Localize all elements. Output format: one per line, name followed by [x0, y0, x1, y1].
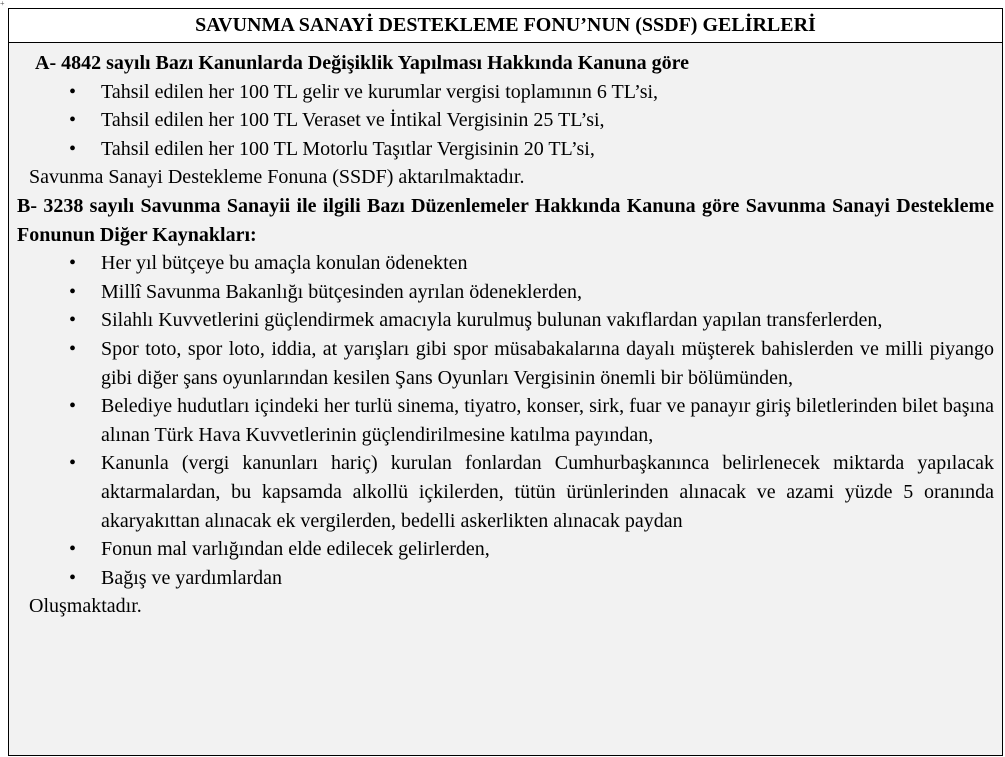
list-item: • Millî Savunma Bakanlığı bütçesinden ayrılan ödeneklerden, — [17, 278, 994, 307]
bullet-icon: • — [69, 109, 77, 132]
section-a-closing: Savunma Sanayi Destekleme Fonuna (SSDF) aktarılmaktadır. — [29, 166, 525, 189]
section-a-list — [17, 78, 994, 164]
section-b-closing: Oluşmaktadır. — [29, 595, 142, 618]
list-item: • Spor toto, spor loto, iddia, at yarışları gibi spor müsabakalarına dayalı müşterek bahislerden ve milli piyango gibi diğer şans oyunlarından kesilen Şans Oyunları Vergisinin önemli bir bölümünden, — [17, 335, 994, 392]
revenue-table — [8, 8, 1003, 756]
list-item: • Belediye hudutları içindeki her turlü sinema, tiyatro, konser, sirk, fuar ve panayır giriş biletlerinden bilet başına alınan Türk Hava Kuvvetlerinin güçlendirilmesine katılma payından, — [17, 392, 994, 449]
section-a-heading: A- 4842 sayılı Bazı Kanunlarda Değişiklik Yapılması Hakkında Kanuna göre — [35, 52, 690, 74]
section-b-list — [17, 249, 994, 592]
bullet-icon: • — [69, 80, 77, 103]
list-item: • Silahlı Kuvvetlerini güçlendirmek amacıyla kurulmuş bulunan vakıflardan yapılan transferlerden, — [17, 306, 994, 335]
bullet-icon: • — [69, 538, 77, 561]
list-item: • Tahsil edilen her 100 TL Veraset ve İntikal Vergisinin 25 TL’si, — [17, 106, 994, 135]
list-item: • Bağış ve yardımlardan — [17, 564, 994, 593]
list-item: • Fonun mal varlığından elde edilecek gelirlerden, — [17, 535, 994, 564]
table-body — [9, 49, 1002, 621]
bullet-icon: • — [69, 252, 77, 275]
bullet-icon: • — [69, 337, 77, 360]
bullet-icon: • — [69, 137, 77, 160]
bullet-icon: • — [69, 452, 77, 475]
bullet-icon: • — [69, 309, 77, 332]
list-item: • Tahsil edilen her 100 TL Motorlu Taşıtlar Vergisinin 20 TL’si, — [17, 135, 994, 164]
list-item: • Her yıl bütçeye bu amaçla konulan ödenekten — [17, 249, 994, 278]
table-title: SAVUNMA SANAYİ DESTEKLEME FONU’NUN (SSDF) GELİRLERİ — [9, 9, 1002, 43]
bullet-icon: • — [69, 395, 77, 418]
bullet-icon: • — [69, 566, 77, 589]
section-b-heading: B- 3238 sayılı Savunma Sanayii ile ilgili Bazı Düzenlemeler Hakkında Kanuna göre Savunma Sanayi Destekleme Fonunun Diğer Kaynakları: — [17, 194, 994, 246]
list-item: • Tahsil edilen her 100 TL gelir ve kurumlar vergisi toplamının 6 TL’si, — [17, 78, 994, 107]
bullet-icon: • — [69, 280, 77, 303]
table-anchor-icon[interactable]: + — [0, 0, 5, 8]
list-item: • Kanunla (vergi kanunları hariç) kurulan fonlardan Cumhurbaşkanınca belirlenecek miktarda yapılacak aktarmalardan, bu kapsamda alkollü içkilerden, tütün ürünlerinden alınacak ve azami yüzde 5 oranında akaryakıttan alınacak ek vergilerden, bedelli askerlikten alınacak paydan — [17, 449, 994, 535]
